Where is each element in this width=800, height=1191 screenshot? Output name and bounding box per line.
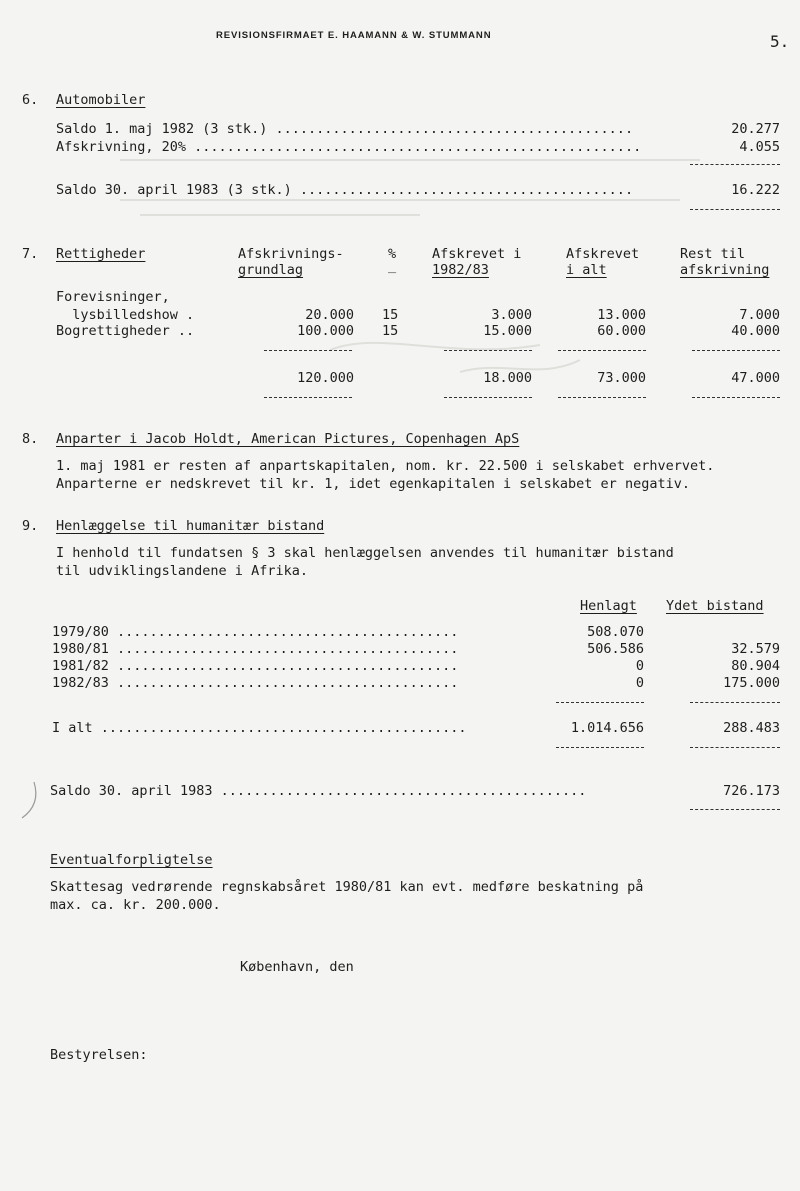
col-header-percent: _	[388, 258, 397, 274]
s7-total-written-year: 18.000	[483, 370, 532, 386]
s9-total-ydet: 288.483	[723, 720, 780, 736]
section-6-number: 6.	[22, 92, 39, 108]
s7-row-label: Bogrettigheder ..	[56, 323, 195, 339]
col-header-henlagt: Henlagt	[580, 598, 637, 614]
s7-percent: 15	[382, 307, 399, 323]
s9-text-line: I henhold til fundatsen § 3 skal henlæggelsen anvendes til humanitær bistand	[56, 545, 674, 561]
s9-ydet: 175.000	[723, 675, 780, 691]
place-date-line: København, den	[240, 959, 354, 975]
subtotal-rule	[690, 702, 780, 703]
s9-henlagt: 506.586	[587, 641, 644, 657]
punch-hole-mark	[22, 782, 36, 818]
s9-text-line: til udviklingslandene i Afrika.	[56, 563, 308, 579]
s7-total-basis: 120.000	[297, 370, 354, 386]
s9-ydet: 80.904	[731, 658, 780, 674]
total-rule	[690, 747, 780, 748]
col-header-written-year: 1982/83	[432, 262, 489, 278]
s9-row-label: 1981/82 ..........................................	[52, 658, 459, 674]
section-9-title: Henlæggelse til humanitær bistand	[56, 518, 325, 534]
col-header-basis: Afskrivnings-	[238, 246, 344, 262]
contingent-title: Eventualforpligtelse	[50, 852, 213, 868]
s9-saldo-label: Saldo 30. april 1983 .............................................	[50, 783, 587, 799]
col-header-remaining: afskrivning	[680, 262, 770, 278]
section-6-title: Automobiler	[56, 92, 146, 108]
col-header-remaining: Rest til	[680, 246, 746, 262]
subtotal-rule	[690, 164, 780, 165]
s9-row-label: 1980/81 ..........................................	[52, 641, 459, 657]
total-rule	[444, 397, 532, 398]
s7-written-total: 13.000	[597, 307, 646, 323]
col-header-written-year: Afskrevet i	[432, 246, 522, 262]
board-signature-label: Bestyrelsen:	[50, 1047, 148, 1063]
s9-row-label: 1982/83 ..........................................	[52, 675, 459, 691]
s7-percent: 15	[382, 323, 399, 339]
total-rule	[558, 397, 646, 398]
col-header-percent: %	[388, 246, 397, 262]
section-7-number: 7.	[22, 246, 39, 262]
s9-row-label: 1979/80 ..........................................	[52, 624, 459, 640]
contingent-text-line: max. ca. kr. 200.000.	[50, 897, 221, 913]
col-header-basis: grundlag	[238, 262, 304, 278]
s9-total-label: I alt .............................................	[52, 720, 467, 736]
s6-row-value: 4.055	[739, 139, 780, 155]
subtotal-rule	[692, 350, 780, 351]
total-rule	[264, 397, 352, 398]
s9-ydet: 32.579	[731, 641, 780, 657]
s7-written-year: 15.000	[483, 323, 532, 339]
subtotal-rule	[558, 350, 646, 351]
total-rule	[690, 809, 780, 810]
s9-saldo-value: 726.173	[723, 783, 780, 799]
s9-henlagt: 508.070	[587, 624, 644, 640]
subtotal-rule	[556, 702, 644, 703]
s7-total-remaining: 47.000	[731, 370, 780, 386]
s7-remaining: 40.000	[731, 323, 780, 339]
s6-total-value: 16.222	[731, 182, 780, 198]
s7-basis: 20.000	[305, 307, 354, 323]
s7-total-written-total: 73.000	[597, 370, 646, 386]
s9-total-henlagt: 1.014.656	[570, 720, 644, 736]
page-number: 5.	[770, 32, 790, 51]
s9-henlagt: 0	[635, 658, 644, 674]
s7-row-label: Forevisninger,	[56, 289, 170, 305]
section-8-title: Anparter i Jacob Holdt, American Pictures, Copenhagen ApS	[56, 431, 520, 447]
s8-text-line: Anparterne er nedskrevet til kr. 1, idet egenkapitalen i selskabet er negativ.	[56, 476, 690, 492]
s9-henlagt: 0	[635, 675, 644, 691]
letterhead-firm-name: REVISIONSFIRMAET E. HAAMANN & W. STUMMANN	[216, 30, 492, 41]
s6-row-value: 20.277	[731, 121, 780, 137]
s7-remaining: 7.000	[739, 307, 780, 323]
section-8-number: 8.	[22, 431, 39, 447]
contingent-text-line: Skattesag vedrørende regnskabsåret 1980/81 kan evt. medføre beskatning på	[50, 879, 644, 895]
total-rule	[692, 397, 780, 398]
total-rule	[690, 209, 780, 210]
s6-row-label: Saldo 1. maj 1982 (3 stk.) ............................................	[56, 121, 634, 137]
total-rule	[556, 747, 644, 748]
section-9-number: 9.	[22, 518, 39, 534]
s6-row-label: Afskrivning, 20% .......................................................	[56, 139, 642, 155]
col-header-ydet-bistand: Ydet bistand	[666, 598, 764, 614]
section-7-title: Rettigheder	[56, 246, 146, 262]
s7-row-label: lysbilledshow .	[56, 307, 195, 323]
col-header-written-total: i alt	[566, 262, 607, 278]
subtotal-rule	[444, 350, 532, 351]
s7-basis: 100.000	[297, 323, 354, 339]
s7-written-total: 60.000	[597, 323, 646, 339]
s8-text-line: 1. maj 1981 er resten af anpartskapitalen, nom. kr. 22.500 i selskabet erhvervet.	[56, 458, 715, 474]
col-header-written-total: Afskrevet	[566, 246, 640, 262]
s6-total-label: Saldo 30. april 1983 (3 stk.) .........................................	[56, 182, 634, 198]
subtotal-rule	[264, 350, 352, 351]
s7-written-year: 3.000	[491, 307, 532, 323]
